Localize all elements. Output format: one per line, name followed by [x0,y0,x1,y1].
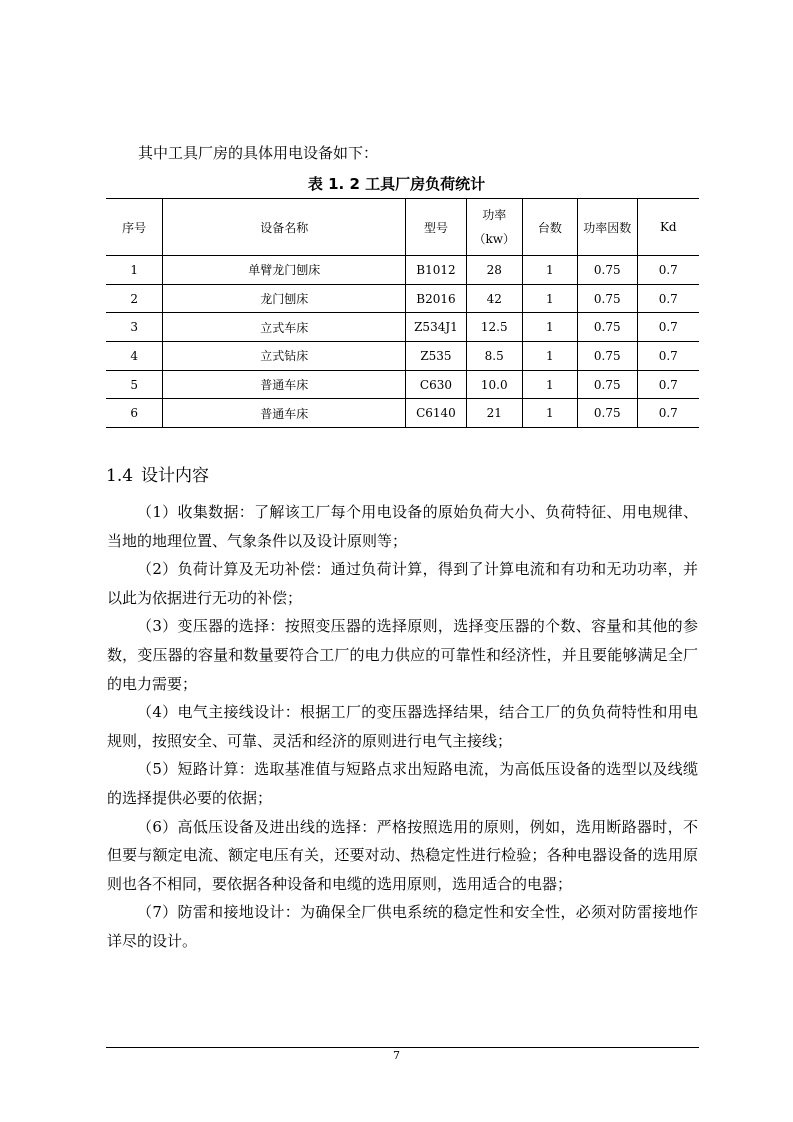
cell-kd: 0.7 [637,284,699,313]
cell-count: 1 [522,313,577,342]
cell-count: 1 [522,399,577,428]
cell-count: 1 [522,342,577,371]
table-header-row [106,199,699,256]
intro-text: 其中工具厂房的具体用电设备如下： [138,144,379,162]
cell-pf: 0.75 [578,313,638,342]
header-power-unit: （kw） [473,232,515,246]
cell-model: B1012 [406,256,467,285]
table-row [106,284,699,313]
footer-rule [106,1047,699,1048]
body-paragraph: （6）高低压设备及进出线的选择：严格按照选用的原则，例如，选用断路器时，不但要与额定电流、额定电压有关，还要对动、热稳定性进行检验；各种电器设备的选用原则也各不相同，要依据各种设备和电缆的选用原则，选用适合的电器； [107,817,698,893]
cell-name: 龙门刨床 [163,284,406,313]
cell-kd: 0.7 [637,370,699,399]
cell-pf: 0.75 [578,256,638,285]
cell-model: Z535 [406,342,467,371]
header-device-name: 设备名称 [163,199,406,256]
cell-kd: 0.7 [637,342,699,371]
cell-seq: 2 [106,284,163,313]
cell-pf: 0.75 [578,284,638,313]
header-model: 型号 [406,199,467,256]
page-number: 7 [393,1049,400,1062]
cell-power: 10.0 [466,370,522,399]
cell-model: B2016 [406,284,467,313]
cell-kd: 0.7 [637,313,699,342]
table-row [106,342,699,371]
cell-power: 28 [466,256,522,285]
section-heading [106,464,209,488]
load-statistics-table [106,198,699,428]
header-power [466,199,522,256]
table-row [106,256,699,285]
cell-pf: 0.75 [578,399,638,428]
cell-power: 42 [466,284,522,313]
cell-name: 立式车床 [163,313,406,342]
design-content-body [107,498,698,956]
table-row [106,313,699,342]
body-paragraph: （1）收集数据：了解该工厂每个用电设备的原始负荷大小、负荷特征、用电规律、当地的地理位置、气象条件以及设计原则等； [107,503,698,550]
cell-model: C6140 [406,399,467,428]
cell-model: Z534J1 [406,313,467,342]
cell-kd: 0.7 [637,399,699,428]
header-power-factor: 功率因数 [578,199,638,256]
cell-name: 普通车床 [163,370,406,399]
body-paragraph: （5）短路计算：选取基准值与短路点求出短路电流，为高低压设备的选型以及线缆的选择提供必要的依据； [107,760,698,807]
cell-power: 8.5 [466,342,522,371]
cell-name: 普通车床 [163,399,406,428]
body-paragraph: （2）负荷计算及无功补偿：通过负荷计算，得到了计算电流和有功和无功功率，并以此为依据进行无功的补偿； [107,560,698,607]
cell-count: 1 [522,284,577,313]
header-power-label: 功率 [482,208,507,222]
section-title: 设计内容 [141,466,210,486]
section-number: 1.4 [106,466,134,486]
body-paragraph: （7）防雷和接地设计：为确保全厂供电系统的稳定性和安全性，必须对防雷接地作详尽的设计。 [107,903,698,950]
body-paragraph: （3）变压器的选择：按照变压器的选择原则，选择变压器的个数、容量和其他的参数，变压器的容量和数量要符合工厂的电力供应的可靠性和经济性，并且要能够满足全厂的电力需要； [107,617,698,693]
cell-name: 单臂龙门刨床 [163,256,406,285]
cell-seq: 1 [106,256,163,285]
header-seq: 序号 [106,199,163,256]
cell-seq: 5 [106,370,163,399]
cell-seq: 4 [106,342,163,371]
cell-pf: 0.75 [578,370,638,399]
cell-power: 12.5 [466,313,522,342]
table-row [106,399,699,428]
cell-count: 1 [522,370,577,399]
table-row [106,370,699,399]
header-count: 台数 [522,199,577,256]
cell-seq: 6 [106,399,163,428]
cell-power: 21 [466,399,522,428]
cell-name: 立式钻床 [163,342,406,371]
cell-kd: 0.7 [637,256,699,285]
table-caption: 表 1. 2 工具厂房负荷统计 [307,175,486,193]
cell-count: 1 [522,256,577,285]
body-paragraph: （4）电气主接线设计：根据工厂的变压器选择结果，结合工厂的负负荷特性和用电规则，按照安全、可靠、灵活和经济的原则进行电气主接线； [107,703,698,750]
cell-model: C630 [406,370,467,399]
cell-pf: 0.75 [578,342,638,371]
header-kd: Kd [637,199,699,256]
cell-seq: 3 [106,313,163,342]
